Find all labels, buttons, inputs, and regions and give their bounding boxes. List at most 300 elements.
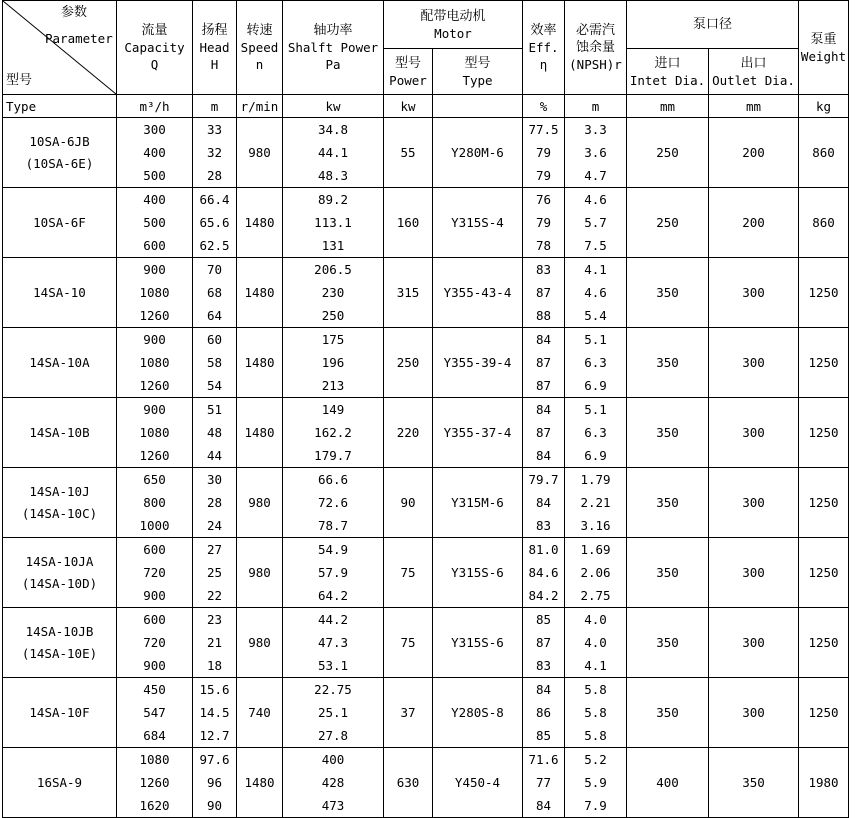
head-value: 58 bbox=[206, 355, 223, 370]
inlet-cell: 350 bbox=[627, 608, 709, 678]
head-value: 66.4 bbox=[199, 192, 230, 207]
pump-row bbox=[3, 258, 849, 328]
head-cell bbox=[193, 118, 237, 188]
capacity-cell bbox=[117, 748, 193, 818]
capacity-value: 1080 bbox=[139, 752, 170, 767]
param-label-cn: 参数 bbox=[61, 5, 88, 20]
motor-type-cell: Y280M-6 bbox=[433, 118, 523, 188]
efficiency-cell bbox=[523, 118, 565, 188]
inlet-cell: 400 bbox=[627, 748, 709, 818]
speed-cell: 980 bbox=[237, 468, 283, 538]
npsh-value: 4.7 bbox=[584, 168, 607, 183]
shaft-power-cell bbox=[283, 538, 384, 608]
efficiency-value: 79 bbox=[535, 215, 552, 230]
head-cell bbox=[193, 678, 237, 748]
shaft-power-value: 428 bbox=[321, 775, 345, 790]
model-cell bbox=[3, 258, 117, 328]
npsh-value: 5.9 bbox=[584, 775, 607, 790]
unit-npsh: m bbox=[565, 95, 627, 118]
shaft-power-value: 47.3 bbox=[317, 635, 349, 650]
npsh-value: 6.9 bbox=[584, 448, 607, 463]
inlet-cell: 350 bbox=[627, 328, 709, 398]
outlet-cell: 300 bbox=[709, 328, 799, 398]
shaft-power-value: 131 bbox=[321, 238, 345, 253]
head-value: 70 bbox=[206, 262, 223, 277]
inlet-cell: 350 bbox=[627, 258, 709, 328]
efficiency-value: 83 bbox=[535, 518, 552, 533]
inlet-cell: 250 bbox=[627, 188, 709, 258]
npsh-value: 1.79 bbox=[580, 472, 611, 487]
capacity-value: 500 bbox=[143, 215, 166, 230]
weight-cell: 1250 bbox=[799, 398, 849, 468]
head-value: 27 bbox=[206, 542, 223, 557]
capacity-cell bbox=[117, 328, 193, 398]
efficiency-header: 效率 Eff. η bbox=[523, 1, 565, 95]
shaft-power-value: 213 bbox=[321, 378, 345, 393]
motor-type-cell: Y355-39-4 bbox=[433, 328, 523, 398]
motor-power-cell: 250 bbox=[384, 328, 433, 398]
pump-row bbox=[3, 328, 849, 398]
speed-cell: 1480 bbox=[237, 748, 283, 818]
model-name: 14SA-10F bbox=[29, 704, 90, 720]
head-value: 28 bbox=[206, 168, 223, 183]
shaft-power-value: 250 bbox=[321, 308, 345, 323]
efficiency-value: 71.6 bbox=[528, 752, 559, 767]
capacity-header: 流量 Capacity Q bbox=[117, 1, 193, 95]
port-diameter-header: 泵口径 bbox=[627, 1, 799, 49]
unit-inlet: mm bbox=[627, 95, 709, 118]
shaft-power-value: 44.1 bbox=[317, 145, 349, 160]
model-cell bbox=[3, 118, 117, 188]
motor-power-cell: 160 bbox=[384, 188, 433, 258]
efficiency-cell bbox=[523, 538, 565, 608]
shaft-power-value: 175 bbox=[321, 332, 345, 347]
model-cell bbox=[3, 538, 117, 608]
npsh-value: 5.8 bbox=[584, 728, 607, 743]
inlet-header: 进口 Intet Dia. bbox=[627, 49, 709, 95]
param-label-en: Parameter bbox=[45, 31, 113, 46]
speed-header: 转速 Speed n bbox=[237, 1, 283, 95]
capacity-cell bbox=[117, 468, 193, 538]
speed-cell: 1480 bbox=[237, 258, 283, 328]
motor-type-cell: Y315M-6 bbox=[433, 468, 523, 538]
outlet-cell: 300 bbox=[709, 608, 799, 678]
npsh-value: 3.3 bbox=[584, 122, 607, 137]
motor-power-cell: 630 bbox=[384, 748, 433, 818]
capacity-value: 900 bbox=[143, 402, 166, 417]
capacity-value: 1080 bbox=[139, 355, 170, 370]
pump-row bbox=[3, 538, 849, 608]
model-cell bbox=[3, 328, 117, 398]
efficiency-value: 83 bbox=[535, 658, 552, 673]
efficiency-value: 78 bbox=[535, 238, 552, 253]
npsh-cell bbox=[565, 748, 627, 818]
capacity-value: 900 bbox=[143, 262, 166, 277]
weight-cell: 1250 bbox=[799, 608, 849, 678]
shaft-power-value: 89.2 bbox=[317, 192, 349, 207]
weight-cell: 860 bbox=[799, 118, 849, 188]
efficiency-value: 84.6 bbox=[528, 565, 559, 580]
efficiency-cell bbox=[523, 678, 565, 748]
model-name: 16SA-9 bbox=[36, 774, 83, 790]
motor-type-cell: Y280S-8 bbox=[433, 678, 523, 748]
head-value: 97.6 bbox=[199, 752, 230, 767]
motor-power-cell: 315 bbox=[384, 258, 433, 328]
head-cell bbox=[193, 608, 237, 678]
capacity-value: 684 bbox=[143, 728, 166, 743]
efficiency-cell bbox=[523, 748, 565, 818]
motor-power-cell: 90 bbox=[384, 468, 433, 538]
head-value: 14.5 bbox=[199, 705, 230, 720]
capacity-value: 1080 bbox=[139, 285, 170, 300]
efficiency-value: 84.2 bbox=[528, 588, 559, 603]
model-name: 14SA-10B bbox=[29, 424, 90, 440]
model-cell bbox=[3, 748, 117, 818]
motor-type-cell: Y355-43-4 bbox=[433, 258, 523, 328]
head-cell bbox=[193, 468, 237, 538]
efficiency-cell bbox=[523, 188, 565, 258]
inlet-cell: 350 bbox=[627, 398, 709, 468]
model-name: 14SA-10JA bbox=[25, 553, 94, 569]
efficiency-value: 87 bbox=[535, 355, 552, 370]
npsh-value: 4.6 bbox=[584, 192, 607, 207]
unit-speed: r/min bbox=[237, 95, 283, 118]
weight-cell: 1250 bbox=[799, 258, 849, 328]
motor-type-cell: Y355-37-4 bbox=[433, 398, 523, 468]
efficiency-value: 84 bbox=[535, 495, 552, 510]
motor-type-cell: Y315S-4 bbox=[433, 188, 523, 258]
npsh-value: 5.8 bbox=[584, 705, 607, 720]
speed-cell: 980 bbox=[237, 608, 283, 678]
capacity-cell bbox=[117, 398, 193, 468]
weight-cell: 1980 bbox=[799, 748, 849, 818]
efficiency-value: 77 bbox=[535, 775, 552, 790]
efficiency-cell bbox=[523, 468, 565, 538]
outlet-cell: 300 bbox=[709, 678, 799, 748]
pump-row bbox=[3, 188, 849, 258]
capacity-value: 650 bbox=[143, 472, 166, 487]
shaft-power-value: 113.1 bbox=[314, 215, 352, 230]
efficiency-value: 76 bbox=[535, 192, 552, 207]
speed-cell: 1480 bbox=[237, 188, 283, 258]
motor-power-cell: 37 bbox=[384, 678, 433, 748]
npsh-value: 7.9 bbox=[584, 798, 607, 813]
unit-weight: kg bbox=[799, 95, 849, 118]
weight-cell: 1250 bbox=[799, 678, 849, 748]
efficiency-value: 79 bbox=[535, 145, 552, 160]
motor-power-cell: 55 bbox=[384, 118, 433, 188]
shaft-power-header: 轴功率 Shalft Power Pa bbox=[283, 1, 384, 95]
model-cell bbox=[3, 398, 117, 468]
outlet-cell: 300 bbox=[709, 468, 799, 538]
type-label-cn: 型号 bbox=[6, 73, 33, 88]
npsh-value: 5.8 bbox=[584, 682, 607, 697]
head-value: 30 bbox=[206, 472, 223, 487]
outlet-cell: 300 bbox=[709, 258, 799, 328]
pump-row bbox=[3, 748, 849, 818]
model-name: 14SA-10J bbox=[29, 483, 90, 499]
capacity-cell bbox=[117, 118, 193, 188]
shaft-power-value: 72.6 bbox=[317, 495, 349, 510]
capacity-value: 1620 bbox=[139, 798, 170, 813]
efficiency-cell bbox=[523, 258, 565, 328]
model-alias: (10SA-6E) bbox=[25, 155, 94, 171]
head-cell bbox=[193, 398, 237, 468]
outlet-cell: 200 bbox=[709, 188, 799, 258]
shaft-power-value: 162.2 bbox=[314, 425, 352, 440]
capacity-value: 1260 bbox=[139, 378, 170, 393]
head-value: 64 bbox=[206, 308, 223, 323]
capacity-value: 547 bbox=[143, 705, 166, 720]
efficiency-value: 84 bbox=[535, 402, 552, 417]
npsh-value: 4.1 bbox=[584, 262, 607, 277]
model-cell bbox=[3, 188, 117, 258]
npsh-cell bbox=[565, 328, 627, 398]
weight-cell: 1250 bbox=[799, 468, 849, 538]
capacity-cell bbox=[117, 538, 193, 608]
shaft-power-value: 48.3 bbox=[317, 168, 349, 183]
units-row bbox=[3, 95, 849, 118]
capacity-value: 400 bbox=[143, 145, 166, 160]
outlet-cell: 350 bbox=[709, 748, 799, 818]
shaft-power-cell bbox=[283, 258, 384, 328]
head-value: 18 bbox=[206, 658, 223, 673]
capacity-value: 300 bbox=[143, 122, 166, 137]
head-value: 68 bbox=[206, 285, 223, 300]
head-value: 24 bbox=[206, 518, 223, 533]
npsh-value: 6.9 bbox=[584, 378, 607, 393]
head-value: 28 bbox=[206, 495, 223, 510]
head-value: 90 bbox=[206, 798, 223, 813]
outlet-header: 出口 Outlet Dia. bbox=[709, 49, 799, 95]
npsh-value: 3.6 bbox=[584, 145, 607, 160]
model-cell bbox=[3, 678, 117, 748]
shaft-power-value: 206.5 bbox=[314, 262, 352, 277]
npsh-cell bbox=[565, 468, 627, 538]
shaft-power-value: 54.9 bbox=[317, 542, 349, 557]
motor-power-cell: 75 bbox=[384, 538, 433, 608]
speed-cell: 1480 bbox=[237, 398, 283, 468]
shaft-power-cell bbox=[283, 118, 384, 188]
efficiency-value: 84 bbox=[535, 332, 552, 347]
capacity-value: 500 bbox=[143, 168, 166, 183]
npsh-value: 3.16 bbox=[580, 518, 611, 533]
shaft-power-value: 400 bbox=[321, 752, 345, 767]
outlet-cell: 300 bbox=[709, 538, 799, 608]
npsh-header: 必需汽 蚀余量 (NPSH)r bbox=[565, 1, 627, 95]
inlet-cell: 350 bbox=[627, 538, 709, 608]
efficiency-value: 87 bbox=[535, 285, 552, 300]
capacity-value: 720 bbox=[143, 565, 166, 580]
capacity-value: 600 bbox=[143, 238, 166, 253]
unit-shaft-power: kw bbox=[283, 95, 384, 118]
shaft-power-value: 64.2 bbox=[317, 588, 349, 603]
efficiency-cell bbox=[523, 328, 565, 398]
efficiency-value: 86 bbox=[535, 705, 552, 720]
efficiency-value: 88 bbox=[535, 308, 552, 323]
model-name: 14SA-10 bbox=[33, 284, 86, 300]
shaft-power-value: 179.7 bbox=[314, 448, 352, 463]
outlet-cell: 300 bbox=[709, 398, 799, 468]
efficiency-value: 84 bbox=[535, 682, 552, 697]
capacity-value: 600 bbox=[143, 612, 166, 627]
head-value: 54 bbox=[206, 378, 223, 393]
efficiency-value: 83 bbox=[535, 262, 552, 277]
pump-spec-table bbox=[2, 0, 849, 818]
capacity-cell bbox=[117, 258, 193, 328]
head-cell bbox=[193, 188, 237, 258]
npsh-value: 4.0 bbox=[584, 635, 607, 650]
head-cell bbox=[193, 258, 237, 328]
capacity-value: 1260 bbox=[139, 308, 170, 323]
outlet-cell: 200 bbox=[709, 118, 799, 188]
efficiency-value: 85 bbox=[535, 728, 552, 743]
unit-motor-power: kw bbox=[384, 95, 433, 118]
unit-head: m bbox=[193, 95, 237, 118]
npsh-value: 4.1 bbox=[584, 658, 607, 673]
efficiency-value: 87 bbox=[535, 378, 552, 393]
head-value: 51 bbox=[206, 402, 223, 417]
head-value: 60 bbox=[206, 332, 223, 347]
model-alias: (14SA-10C) bbox=[21, 505, 98, 521]
npsh-value: 5.7 bbox=[584, 215, 607, 230]
speed-cell: 1480 bbox=[237, 328, 283, 398]
shaft-power-cell bbox=[283, 678, 384, 748]
shaft-power-value: 25.1 bbox=[317, 705, 349, 720]
head-value: 33 bbox=[206, 122, 223, 137]
motor-type-cell: Y315S-6 bbox=[433, 538, 523, 608]
shaft-power-value: 196 bbox=[321, 355, 345, 370]
head-value: 44 bbox=[206, 448, 223, 463]
npsh-cell bbox=[565, 398, 627, 468]
pump-row bbox=[3, 678, 849, 748]
weight-header: 泵重 Weight bbox=[799, 1, 849, 95]
efficiency-value: 87 bbox=[535, 425, 552, 440]
pump-row bbox=[3, 608, 849, 678]
efficiency-cell bbox=[523, 608, 565, 678]
head-value: 23 bbox=[206, 612, 223, 627]
motor-type-cell: Y450-4 bbox=[433, 748, 523, 818]
model-name: 10SA-6F bbox=[33, 214, 86, 230]
head-value: 15.6 bbox=[199, 682, 230, 697]
shaft-power-value: 57.9 bbox=[317, 565, 349, 580]
model-cell bbox=[3, 608, 117, 678]
unit-capacity: m³/h bbox=[117, 95, 193, 118]
pump-row bbox=[3, 468, 849, 538]
efficiency-value: 77.5 bbox=[528, 122, 559, 137]
speed-cell: 980 bbox=[237, 538, 283, 608]
shaft-power-value: 27.8 bbox=[317, 728, 349, 743]
npsh-cell bbox=[565, 678, 627, 748]
model-alias: (14SA-10D) bbox=[21, 575, 98, 591]
model-alias: (14SA-10E) bbox=[21, 645, 98, 661]
efficiency-value: 84 bbox=[535, 798, 552, 813]
npsh-value: 7.5 bbox=[584, 238, 607, 253]
efficiency-value: 79.7 bbox=[528, 472, 559, 487]
shaft-power-value: 230 bbox=[321, 285, 345, 300]
shaft-power-value: 34.8 bbox=[317, 122, 349, 137]
motor-header: 配带电动机 Motor bbox=[384, 1, 523, 49]
efficiency-cell bbox=[523, 398, 565, 468]
capacity-value: 1260 bbox=[139, 775, 170, 790]
npsh-value: 2.75 bbox=[580, 588, 611, 603]
head-value: 21 bbox=[206, 635, 223, 650]
inlet-cell: 350 bbox=[627, 678, 709, 748]
shaft-power-value: 44.2 bbox=[317, 612, 349, 627]
unit-outlet: mm bbox=[709, 95, 799, 118]
pump-row bbox=[3, 398, 849, 468]
capacity-value: 600 bbox=[143, 542, 166, 557]
efficiency-value: 87 bbox=[535, 635, 552, 650]
type-label-en: Type bbox=[6, 99, 37, 114]
motor-type-header: 型号 Type bbox=[433, 49, 523, 95]
npsh-value: 6.3 bbox=[584, 425, 607, 440]
shaft-power-cell bbox=[283, 188, 384, 258]
motor-type-cell: Y315S-6 bbox=[433, 608, 523, 678]
model-name: 10SA-6JB bbox=[29, 133, 90, 149]
npsh-value: 5.4 bbox=[584, 308, 607, 323]
capacity-cell bbox=[117, 188, 193, 258]
head-value: 12.7 bbox=[199, 728, 230, 743]
npsh-value: 2.06 bbox=[580, 565, 611, 580]
capacity-value: 900 bbox=[143, 588, 166, 603]
shaft-power-cell bbox=[283, 398, 384, 468]
efficiency-value: 81.0 bbox=[528, 542, 559, 557]
motor-power-cell: 220 bbox=[384, 398, 433, 468]
unit-motor-type bbox=[433, 95, 523, 118]
capacity-value: 1080 bbox=[139, 425, 170, 440]
capacity-value: 450 bbox=[143, 682, 166, 697]
npsh-value: 4.6 bbox=[584, 285, 607, 300]
inlet-cell: 250 bbox=[627, 118, 709, 188]
shaft-power-cell bbox=[283, 608, 384, 678]
npsh-value: 1.69 bbox=[580, 542, 611, 557]
efficiency-value: 79 bbox=[535, 168, 552, 183]
npsh-value: 2.21 bbox=[580, 495, 611, 510]
speed-cell: 740 bbox=[237, 678, 283, 748]
npsh-value: 4.0 bbox=[584, 612, 607, 627]
capacity-value: 1260 bbox=[139, 448, 170, 463]
capacity-value: 400 bbox=[143, 192, 166, 207]
capacity-cell bbox=[117, 608, 193, 678]
capacity-value: 1000 bbox=[139, 518, 170, 533]
head-header: 扬程 Head H bbox=[193, 1, 237, 95]
weight-cell: 1250 bbox=[799, 538, 849, 608]
npsh-value: 5.2 bbox=[584, 752, 607, 767]
motor-power-cell: 75 bbox=[384, 608, 433, 678]
head-value: 65.6 bbox=[199, 215, 230, 230]
pump-row bbox=[3, 118, 849, 188]
head-cell bbox=[193, 538, 237, 608]
efficiency-value: 84 bbox=[535, 448, 552, 463]
speed-cell: 980 bbox=[237, 118, 283, 188]
shaft-power-value: 66.6 bbox=[317, 472, 349, 487]
shaft-power-value: 22.75 bbox=[314, 682, 352, 697]
capacity-value: 800 bbox=[143, 495, 166, 510]
shaft-power-cell bbox=[283, 468, 384, 538]
inlet-cell: 350 bbox=[627, 468, 709, 538]
model-name: 14SA-10JB bbox=[25, 623, 94, 639]
npsh-cell bbox=[565, 188, 627, 258]
shaft-power-value: 53.1 bbox=[317, 658, 349, 673]
npsh-cell bbox=[565, 118, 627, 188]
capacity-value: 900 bbox=[143, 658, 166, 673]
head-value: 62.5 bbox=[199, 238, 230, 253]
head-value: 96 bbox=[206, 775, 223, 790]
shaft-power-cell bbox=[283, 748, 384, 818]
head-cell bbox=[193, 328, 237, 398]
npsh-value: 6.3 bbox=[584, 355, 607, 370]
